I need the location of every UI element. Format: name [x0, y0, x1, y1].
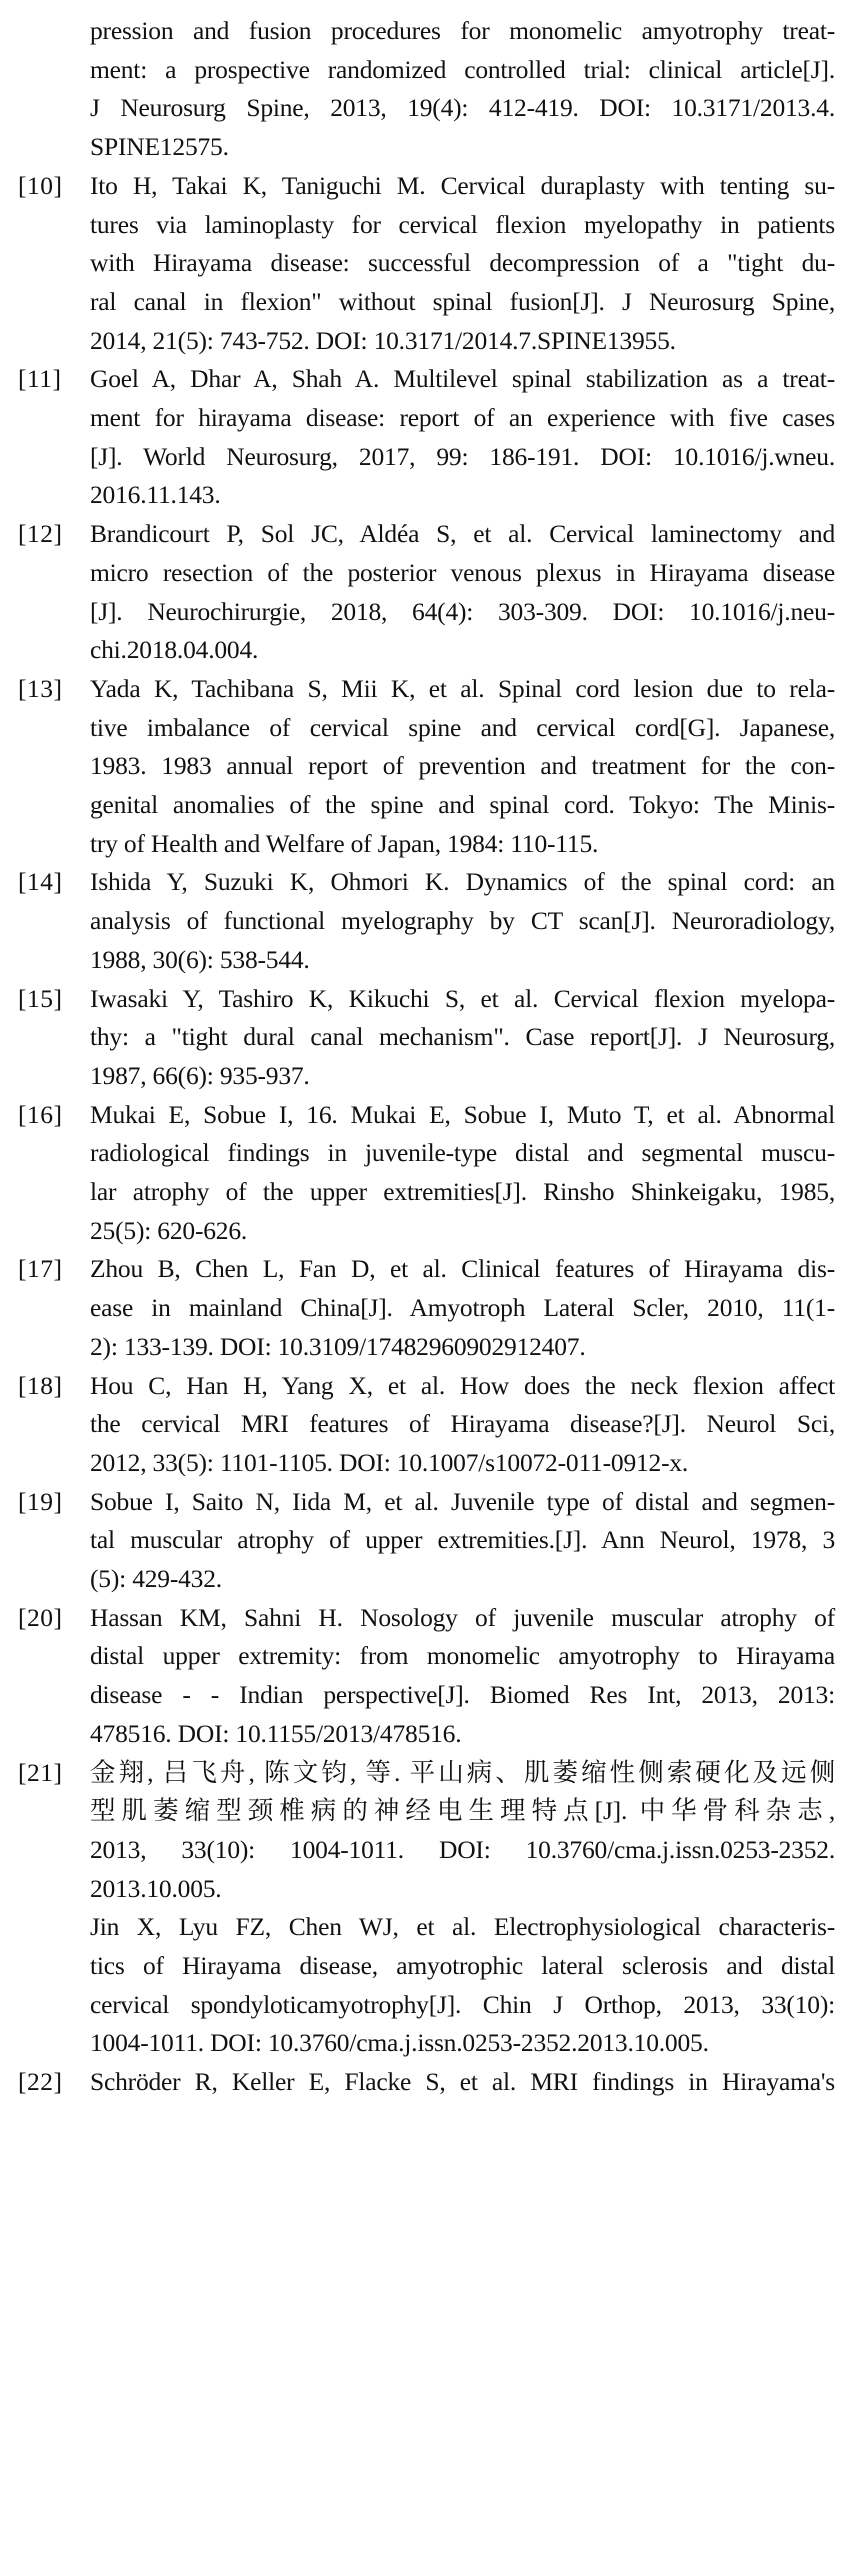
reference-text-line: 金翔, 吕飞舟, 陈文钧, 等. 平山病、肌萎缩性侧索硬化及远侧 — [90, 1757, 835, 1787]
reference-number: [12] — [18, 519, 63, 549]
reference-text-line: 型肌萎缩型颈椎病的神经电生理特点[J]. 中华骨科杂志, — [90, 1796, 835, 1826]
reference-number: [20] — [18, 1602, 63, 1632]
reference-text-line: 2014, 21(5): 743-752. DOI: 10.3171/2014.7.SPINE13955. — [90, 325, 676, 355]
reference-text-line: J Neurosurg Spine, 2013, 19(4): 412-419. DOI: 10.3171/2013.4. — [90, 93, 835, 123]
reference-text-line: Zhou B, Chen L, Fan D, et al. Clinical features of Hirayama dis- — [90, 1254, 835, 1284]
reference-text-line: Brandicourt P, Sol JC, Aldéa S, et al. Cervical laminectomy and — [90, 519, 835, 549]
reference-text-line: [J]. World Neurosurg, 2017, 99: 186-191. DOI: 10.1016/j.wneu. — [90, 441, 835, 471]
reference-text-line: cervical spondyloticamyotrophy[J]. Chin J Orthop, 2013, 33(10): — [90, 1989, 835, 2019]
reference-text-line: SPINE12575. — [90, 132, 229, 162]
reference-text-line: Hassan KM, Sahni H. Nosology of juvenile muscular atrophy of — [90, 1602, 835, 1632]
reference-text-line: 2012, 33(5): 1101-1105. DOI: 10.1007/s10072-011-0912-x. — [90, 1447, 689, 1477]
reference-number: [15] — [18, 983, 63, 1013]
reference-text-line: Hou C, Han H, Yang X, et al. How does the neck flexion affect — [90, 1370, 835, 1400]
reference-number: [10] — [18, 170, 63, 200]
reference-number: [18] — [18, 1370, 63, 1400]
reference-text-line: the cervical MRI features of Hirayama disease?[J]. Neurol Sci, — [90, 1409, 835, 1439]
reference-text-line: ease in mainland China[J]. Amyotroph Lateral Scler, 2010, 11(1- — [90, 1293, 835, 1323]
reference-text-line: disease - - Indian perspective[J]. Biomed Res Int, 2013, 2013: — [90, 1680, 835, 1710]
reference-text-line: pression and fusion procedures for monomelic amyotrophy treat- — [90, 16, 835, 45]
reference-text-line: distal upper extremity: from monomelic amyotrophy to Hirayama — [90, 1641, 835, 1671]
reference-text-line: 2013.10.005. — [90, 1873, 222, 1903]
reference-text-line: try of Health and Welfare of Japan, 1984: 110-115. — [90, 828, 599, 858]
reference-text-line: Yada K, Tachibana S, Mii K, et al. Spinal cord lesion due to rela- — [90, 673, 835, 703]
reference-text-line: 2013, 33(10): 1004-1011. DOI: 10.3760/cma.j.issn.0253-2352. — [90, 1834, 835, 1864]
reference-text-line: tive imbalance of cervical spine and cervical cord[G]. Japanese, — [90, 712, 835, 742]
reference-text-line: Mukai E, Sobue I, 16. Mukai E, Sobue I, Muto T, et al. Abnormal — [90, 1099, 835, 1129]
reference-number: [21] — [18, 1757, 63, 1787]
reference-text-line: chi.2018.04.004. — [90, 635, 259, 665]
reference-text-line: ment for hirayama disease: report of an experience with five cases — [90, 403, 835, 432]
reference-text-line: Ito H, Takai K, Taniguchi M. Cervical duraplasty with tenting su- — [90, 170, 835, 200]
reference-text-line: [J]. Neurochirurgie, 2018, 64(4): 303-309. DOI: 10.1016/j.neu- — [90, 596, 835, 626]
reference-text-line: Goel A, Dhar A, Shah A. Multilevel spinal stabilization as a treat- — [90, 364, 835, 394]
reference-text-line: ment: a prospective randomized controlled trial: clinical article[J]. — [90, 54, 835, 84]
reference-text-line: 478516. DOI: 10.1155/2013/478516. — [90, 1718, 462, 1748]
reference-text-line: 1983. 1983 annual report of prevention and treatment for the con- — [90, 751, 835, 781]
reference-text-line: Schröder R, Keller E, Flacke S, et al. MRI findings in Hirayama's — [90, 2067, 835, 2097]
reference-number: [16] — [18, 1099, 63, 1129]
reference-text-line: 2): 133-139. DOI: 10.3109/17482960902912407. — [90, 1331, 586, 1361]
reference-text-line: micro resection of the posterior venous plexus in Hirayama disease — [90, 557, 835, 587]
reference-text-line: (5): 429-432. — [90, 1564, 222, 1593]
reference-text-line: radiological findings in juvenile-type distal and segmental muscu- — [90, 1138, 835, 1168]
reference-text-line: analysis of functional myelography by CT scan[J]. Neuroradiology, — [90, 906, 835, 936]
reference-number: [22] — [18, 2067, 63, 2097]
reference-text-line: thy: a "tight dural canal mechanism". Case report[J]. J Neurosurg, — [90, 1022, 835, 1052]
reference-text-line: 25(5): 620-626. — [90, 1215, 248, 1245]
reference-number: [13] — [18, 673, 63, 703]
reference-text-line: 2016.11.143. — [90, 480, 221, 510]
reference-number: [17] — [18, 1254, 63, 1284]
reference-text-line: 1988, 30(6): 538-544. — [90, 944, 310, 974]
reference-text-line: 1987, 66(6): 935-937. — [90, 1060, 310, 1090]
reference-text-line: genital anomalies of the spine and spinal cord. Tokyo: The Minis- — [90, 790, 835, 819]
reference-number: [19] — [18, 1486, 63, 1516]
reference-number: [14] — [18, 867, 63, 897]
reference-text-line: tures via laminoplasty for cervical flexion myelopathy in patients — [90, 209, 835, 239]
reference-text-line: tal muscular atrophy of upper extremities.[J]. Ann Neurol, 1978, 3 — [90, 1525, 835, 1555]
reference-text-line: Ishida Y, Suzuki K, Ohmori K. Dynamics of the spinal cord: an — [90, 867, 835, 897]
reference-text-line: Sobue I, Saito N, Iida M, et al. Juvenile type of distal and segmen- — [90, 1486, 835, 1516]
reference-text-line: Iwasaki Y, Tashiro K, Kikuchi S, et al. Cervical flexion myelopa- — [90, 983, 835, 1013]
reference-text-line: 1004-1011. DOI: 10.3760/cma.j.issn.0253-2352.2013.10.005. — [90, 2028, 709, 2058]
reference-text-line: tics of Hirayama disease, amyotrophic lateral sclerosis and distal — [90, 1951, 835, 1980]
reference-text-line: lar atrophy of the upper extremities[J]. Rinsho Shinkeigaku, 1985, — [90, 1177, 835, 1206]
reference-text-line: ral canal in flexion" without spinal fusion[J]. J Neurosurg Spine, — [90, 286, 835, 316]
reference-text-line: Jin X, Lyu FZ, Chen WJ, et al. Electrophysiological characteris- — [90, 1912, 835, 1942]
reference-text-line: with Hirayama disease: successful decompression of a "tight du- — [90, 248, 835, 278]
reference-number: [11] — [18, 364, 62, 394]
